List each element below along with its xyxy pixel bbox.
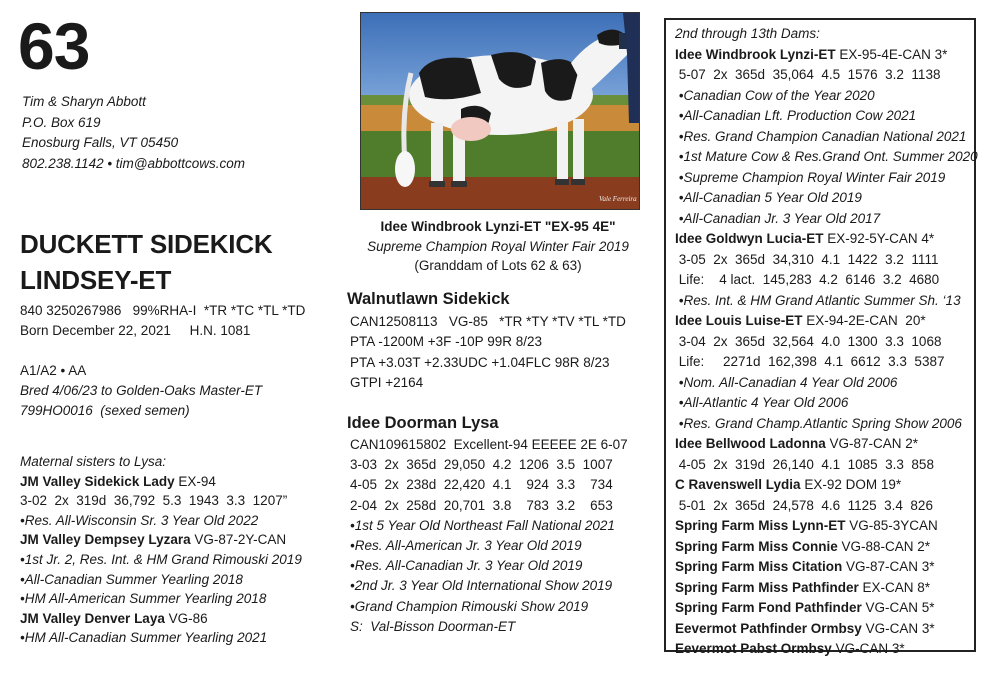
dam-detail-line: •Res. All-Canadian Jr. 3 Year Old 2019: [350, 558, 583, 574]
holstein-cow-image: [361, 13, 639, 209]
sister-classification: EX-94: [174, 473, 216, 489]
ancestor-dam-name: Idee Windbrook Lynzi-ET: [675, 46, 836, 62]
sister-detail-line: 3-02 2x 319d 36,792 5.3 1943 3.3 1207”: [20, 493, 288, 509]
ancestor-dam-entry: [675, 598, 978, 619]
sister-classification: VG-86: [164, 610, 208, 626]
ancestor-dam-detail-line: 3-04 2x 365d 32,564 4.0 1300 3.3 1068: [675, 333, 942, 349]
dam-detail-line: •Grand Champion Rimouski Show 2019: [350, 598, 589, 614]
ancestor-dam-detail-line: •Supreme Champion Royal Winter Fair 2019: [675, 169, 946, 185]
breeding-info: Bred 4/06/23 to Golden-Oaks Master-ET: [20, 383, 263, 398]
ancestor-dam-classification: EX-94-2E-CAN 20*: [802, 313, 926, 328]
ancestor-dam-detail-line: •All-Canadian 5 Year Old 2019: [675, 190, 862, 205]
dam-detail-line: 2-04 2x 258d 20,701 3.8 783 3.2 653: [350, 497, 613, 513]
cow-photo: [360, 12, 640, 210]
ancestor-dam-classification: VG-CAN 3*: [861, 620, 935, 636]
owner-address-1: P.O. Box 619: [22, 114, 101, 130]
ancestor-dam-name: Idee Louis Luise-ET: [675, 313, 803, 328]
ancestor-dam-name: Eevermot Pathfinder Ormbsy: [675, 620, 862, 636]
ancestor-dam-classification: VG-CAN 3*: [831, 641, 905, 656]
sire-detail-line: CAN12508113 VG-85 *TR *TY *TV *TL *TD: [350, 314, 626, 329]
ancestor-dam-name: Idee Bellwood Ladonna: [675, 436, 826, 451]
ancestor-dam-detail-line: •All-Atlantic 4 Year Old 2006: [675, 395, 849, 410]
birth-date: Born December 22, 2021 H.N. 1081: [20, 323, 251, 338]
sister-name: JM Valley Denver Laya: [20, 610, 165, 626]
owner-block: [22, 92, 245, 174]
ancestor-dam-entry: [675, 578, 978, 599]
ancestor-dam-detail-line: •Canadian Cow of the Year 2020: [675, 87, 875, 103]
ancestor-dam-entry: [675, 516, 978, 537]
ancestor-dam-detail-line: •Nom. All-Canadian 4 Year Old 2006: [675, 374, 898, 390]
sire-detail-line: GTPI +2164: [350, 375, 424, 391]
sire-detail-line: PTA -1200M +3F -10P 99R 8/23: [350, 334, 542, 350]
sister-entry: [20, 530, 302, 550]
sister-entry: [20, 609, 302, 629]
ancestor-dam-entry: [675, 639, 978, 660]
sister-name: JM Valley Sidekick Lady: [20, 473, 175, 489]
sister-classification: VG-87-2Y-CAN: [190, 532, 287, 548]
ancestor-dam-classification: EX-92 DOM 19*: [800, 477, 902, 492]
owner-contact: 802.238.1142 • tim@abbottcows.com: [22, 155, 246, 171]
ancestor-dam-detail-line: •Res. Grand Champ.Atlantic Spring Show 2006: [675, 415, 962, 431]
maternal-sisters-heading: Maternal sisters to Lysa:: [20, 454, 167, 469]
dam-detail-line: •2nd Jr. 3 Year Old International Show 2019: [350, 578, 613, 594]
sister-detail-line: •Res. All-Wisconsin Sr. 3 Year Old 2022: [20, 512, 259, 528]
dam-section: [347, 412, 628, 637]
sister-entry: [20, 472, 302, 492]
dam-detail-line: 3-03 2x 365d 29,050 4.2 1206 3.5 1007: [350, 457, 613, 473]
caption-subtitle: Supreme Champion Royal Winter Fair 2019: [367, 238, 629, 254]
cow-name-line-1: DUCKETT SIDEKICK: [20, 229, 273, 259]
ancestor-dam-name: Spring Farm Miss Lynn-ET: [675, 518, 846, 533]
ancestor-dam-name: Spring Farm Miss Pathfinder: [675, 579, 859, 595]
ancestor-dam-classification: EX-CAN 8*: [858, 579, 931, 595]
ancestor-dam-entry: [675, 557, 978, 578]
ancestor-dam-entry: [675, 619, 978, 640]
ancestor-dam-name: Eevermot Pabst Ormbsy: [675, 641, 832, 656]
ancestor-dam-name: C Ravenswell Lydia: [675, 477, 801, 492]
dams-section: [675, 24, 978, 660]
sister-name: JM Valley Dempsey Lyzara: [20, 532, 191, 548]
registration-block: [20, 301, 305, 341]
ancestor-dam-name: Spring Farm Miss Connie: [675, 538, 838, 554]
ancestor-dam-detail-line: •Res. Grand Champion Canadian National 2021: [675, 128, 967, 144]
sister-detail-line: •All-Canadian Summer Yearling 2018: [20, 571, 243, 587]
ancestor-dam-detail-line: •Res. Int. & HM Grand Atlantic Summer Sh. ‘13: [675, 292, 961, 308]
ancestor-dam-name: Spring Farm Miss Citation: [675, 559, 843, 574]
ancestor-dam-detail-line: •All-Canadian Jr. 3 Year Old 2017: [675, 210, 881, 226]
ancestor-dam-entry: [675, 434, 978, 455]
ancestor-dam-detail-line: Life: 2271d 162,398 4.1 6612 3.3 5387: [675, 354, 945, 369]
ancestor-dam-classification: VG-87-CAN 3*: [842, 559, 935, 574]
ancestor-dam-name: Spring Farm Fond Pathfinder: [675, 600, 862, 615]
owner-name: Tim & Sharyn Abbott: [22, 94, 146, 109]
dam-detail-line: CAN109615802 Excellent-94 EEEEE 2E 6-07: [350, 437, 628, 452]
cow-name-line-2: LINDSEY-ET: [20, 265, 172, 295]
ancestor-dam-classification: VG-CAN 5*: [861, 600, 935, 615]
ancestor-dam-entry: [675, 537, 978, 558]
dams-heading: 2nd through 13th Dams:: [675, 26, 820, 41]
dam-name: Idee Doorman Lysa: [347, 414, 499, 432]
ancestor-dam-classification: VG-87-CAN 2*: [825, 436, 919, 451]
ancestor-dam-detail-line: Life: 4 lact. 145,283 4.2 6146 3.2 4680: [675, 272, 940, 287]
registration-number: 840 3250267986 99%RHA-I *TR *TC *TL *TD: [20, 303, 306, 318]
lot-number: 63: [18, 9, 90, 83]
ancestor-dam-name: Idee Goldwyn Lucia-ET: [675, 231, 824, 246]
sister-detail-line: •HM All-American Summer Yearling 2018: [20, 591, 267, 607]
caption-note: (Granddam of Lots 62 & 63): [414, 258, 582, 273]
owner-address-2: Enosburg Falls, VT 05450: [22, 135, 179, 150]
ancestor-dam-detail-line: •All-Canadian Lft. Production Cow 2021: [675, 108, 917, 123]
ancestor-dam-entry: [675, 229, 978, 250]
sire-name: Walnutlawn Sidekick: [347, 290, 510, 308]
dam-detail-line: •Res. All-American Jr. 3 Year Old 2019: [350, 538, 582, 554]
genetics-block: [20, 361, 262, 421]
sire-section: [347, 288, 626, 394]
sire-detail-line: PTA +3.03T +2.33UDC +1.04FLC 98R 8/23: [350, 354, 610, 370]
genotype: A1/A2 • AA: [20, 363, 87, 378]
ancestor-dam-detail-line: •1st Mature Cow & Res.Grand Ont. Summer 2020: [675, 149, 978, 164]
ancestor-dam-detail-line: 5-07 2x 365d 35,064 4.5 1576 3.2 1138: [675, 67, 941, 82]
dam-detail-line: S: Val-Bisson Doorman-ET: [350, 618, 516, 634]
ancestor-dam-detail-line: 4-05 2x 319d 26,140 4.1 1085 3.3 858: [675, 456, 934, 472]
dam-detail-line: 4-05 2x 238d 22,420 4.1 924 3.3 734: [350, 477, 613, 493]
semen-info: 799HO0016 (sexed semen): [20, 403, 190, 418]
sister-detail-line: •HM All-Canadian Summer Yearling 2021: [20, 630, 268, 646]
maternal-sisters-section: [20, 452, 302, 648]
ancestor-dam-classification: EX-92-5Y-CAN 4*: [823, 231, 935, 246]
caption-title: Idee Windbrook Lynzi-ET "EX-95 4E": [380, 219, 616, 234]
ancestor-dam-detail-line: 3-05 2x 365d 34,310 4.1 1422 3.2 1111: [675, 251, 939, 267]
ancestor-dam-classification: EX-95-4E-CAN 3*: [835, 46, 948, 62]
cow-name: [20, 226, 272, 298]
sister-detail-line: •1st Jr. 2, Res. Int. & HM Grand Rimouski 2019: [20, 551, 302, 567]
ancestor-dam-classification: VG-88-CAN 2*: [837, 538, 931, 554]
dam-detail-line: •1st 5 Year Old Northeast Fall National 2021: [350, 517, 615, 533]
photo-caption: [348, 217, 648, 276]
ancestor-dam-classification: VG-85-3YCAN: [845, 518, 938, 533]
photographer-watermark: Vale Ferreira: [599, 195, 637, 203]
ancestor-dam-detail-line: 5-01 2x 365d 24,578 4.6 1125 3.4 826: [675, 497, 933, 513]
ancestor-dam-entry: [675, 475, 978, 496]
ancestor-dam-entry: [675, 45, 978, 66]
ancestor-dam-entry: [675, 311, 978, 332]
